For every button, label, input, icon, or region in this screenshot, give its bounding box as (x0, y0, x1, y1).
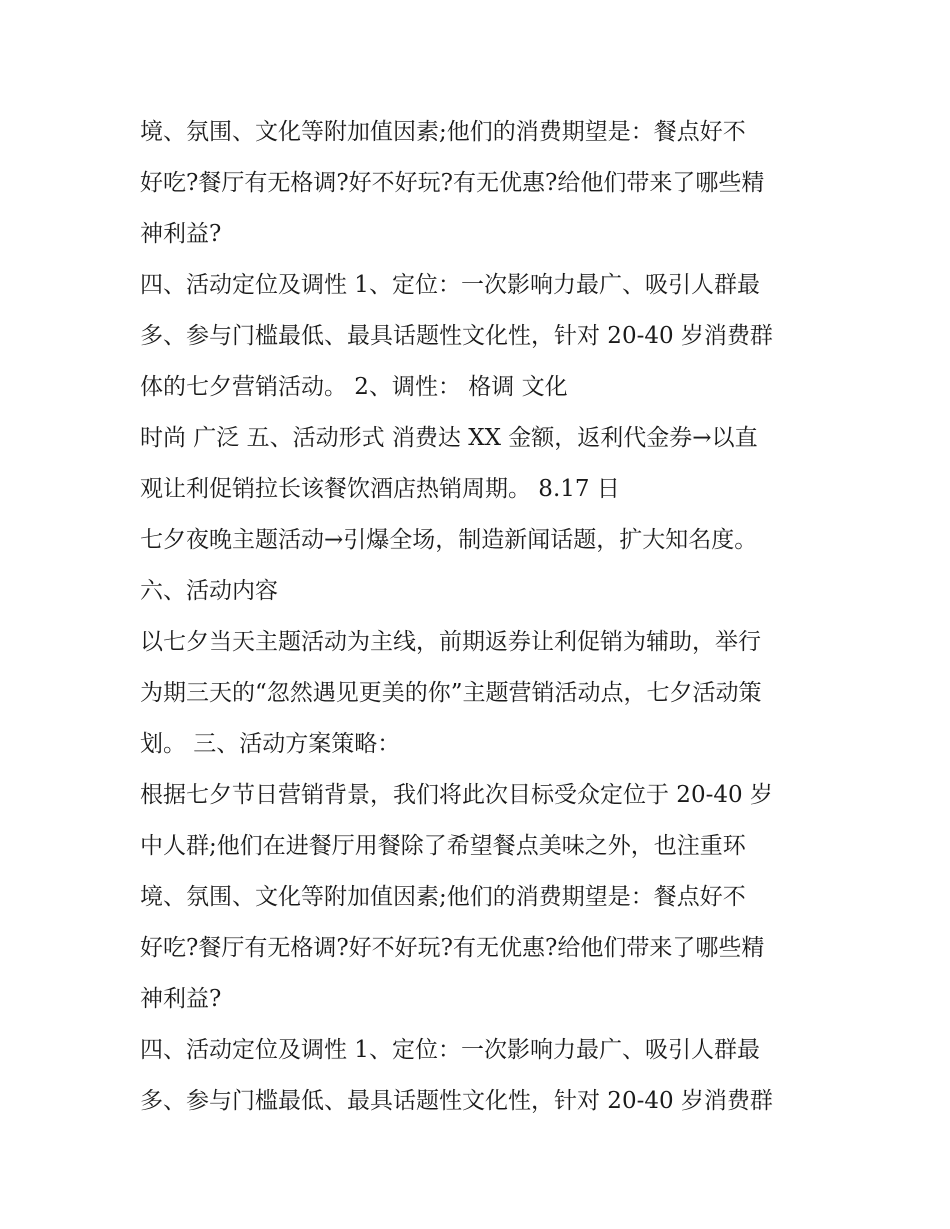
text-line: 体的七夕营销活动。 2、调性： 格调 文化 (140, 374, 568, 400)
text-line: 神利益? (140, 221, 222, 247)
text-line: 好吃?餐厅有无格调?好不好玩?有无优惠?给他们带来了哪些精 (140, 935, 765, 961)
text-line: 根据七夕节日营销背景，我们将此次目标受众定位于 20-40 岁 (140, 782, 773, 808)
text-line: 好吃?餐厅有无格调?好不好玩?有无优惠?给他们带来了哪些精 (140, 170, 765, 196)
text-line: 多、参与门槛最低、最具话题性文化性，针对 20-40 岁消费群 (140, 323, 773, 349)
text-line: 四、活动定位及调性 1、定位：一次影响力最广、吸引人群最 (140, 272, 760, 298)
document-body (140, 107, 820, 1127)
text-line: 境、氛围、文化等附加值因素;他们的消费期望是：餐点好不 (140, 119, 746, 145)
text-line: 观让利促销拉长该餐饮酒店热销周期。 8.17 日 (140, 476, 620, 502)
text-line: 境、氛围、文化等附加值因素;他们的消费期望是：餐点好不 (140, 884, 746, 910)
text-line: 七夕夜晚主题活动→引爆全场，制造新闻话题，扩大知名度。 (140, 527, 758, 553)
text-line: 时尚 广泛 五、活动形式 消费达 XX 金额，返利代金券→以直 (140, 425, 758, 451)
text-line: 划。 三、活动方案策略： (140, 731, 401, 757)
text-line: 中人群;他们在进餐厅用餐除了希望餐点美味之外，也注重环 (140, 833, 746, 859)
text-line: 四、活动定位及调性 1、定位：一次影响力最广、吸引人群最 (140, 1037, 760, 1063)
text-line: 以七夕当天主题活动为主线，前期返券让利促销为辅助，举行 (140, 629, 761, 655)
text-line: 神利益? (140, 986, 222, 1012)
text-line: 六、活动内容 (140, 578, 278, 604)
text-line: 多、参与门槛最低、最具话题性文化性，针对 20-40 岁消费群 (140, 1088, 773, 1114)
text-line: 为期三天的“忽然遇见更美的你”主题营销活动点，七夕活动策 (140, 680, 762, 706)
